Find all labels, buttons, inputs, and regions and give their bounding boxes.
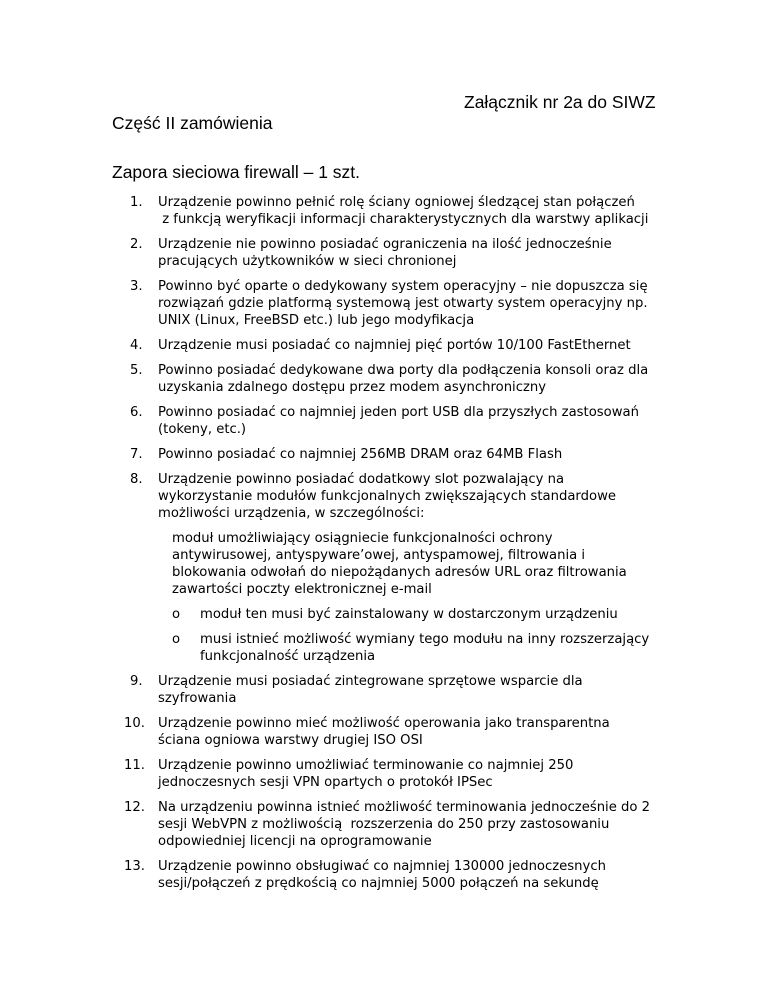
requirement-item xyxy=(130,194,670,228)
requirement-item xyxy=(130,236,670,270)
module-description-line: blokowania odwołań do niepożądanych adresów URL oraz filtrowania xyxy=(172,565,627,580)
requirement-number: 9. xyxy=(130,674,143,689)
requirement-line: Urządzenie musi posiadać co najmniej pięć portów 10/100 FastEthernet xyxy=(158,338,631,353)
requirement-item xyxy=(124,858,670,892)
annex-label: Załącznik nr 2a do SIWZ xyxy=(464,92,656,112)
requirement-line: uzyskania zdalnego dostępu przez modem asynchroniczny xyxy=(158,380,547,395)
requirement-text xyxy=(158,471,670,522)
requirement-number: 1. xyxy=(130,195,143,210)
requirement-number: 3. xyxy=(130,279,143,294)
section-heading: Zapora sieciowa firewall – 1 szt. xyxy=(112,162,361,182)
bullet-marker: o xyxy=(172,607,181,622)
requirement-line: odpowiedniej licencji na oprogramowanie xyxy=(158,834,432,849)
requirement-item xyxy=(124,715,670,749)
requirement-number: 8. xyxy=(130,472,143,487)
requirement-text xyxy=(158,362,670,396)
requirement-line: możliwości urządzenia, w szczególności: xyxy=(158,506,425,521)
requirement-line: UNIX (Linux, FreeBSD etc.) lub jego modyfikacja xyxy=(158,313,475,328)
requirement-number: 5. xyxy=(130,363,143,378)
requirement-text xyxy=(158,337,670,354)
requirement-item xyxy=(130,337,670,354)
requirement-line: Urządzenie powinno mieć możliwość operowania jako transparentna xyxy=(158,716,610,731)
module-bullet-item xyxy=(172,631,670,665)
requirement-line: (tokeny, etc.) xyxy=(158,422,247,437)
requirement-line: ściana ogniowa warstwy drugiej ISO OSI xyxy=(158,733,423,748)
bullet-line: musi istnieć możliwość wymiany tego modułu na inny rozszerzający xyxy=(200,632,650,647)
requirement-line: rozwiązań gdzie platformą systemową jest otwarty system operacyjny np. xyxy=(158,296,648,311)
requirement-line: z funkcją weryfikacji informacji charakterystycznych dla warstwy aplikacji xyxy=(158,212,649,227)
requirement-text xyxy=(158,446,670,463)
requirement-number: 4. xyxy=(130,338,143,353)
module-bullet-item xyxy=(172,606,670,623)
requirement-line: Powinno posiadać co najmniej 256MB DRAM oraz 64MB Flash xyxy=(158,447,563,462)
module-description-line: zawartości poczty elektronicznej e-mail xyxy=(172,582,432,597)
requirement-line: sesji WebVPN z możliwością rozszerzenia do 250 przy zastosowaniu xyxy=(158,817,610,832)
bullet-line: funkcjonalność urządzenia xyxy=(200,649,376,664)
requirement-text xyxy=(158,715,670,749)
requirement-text xyxy=(158,673,670,707)
requirement-text xyxy=(158,236,670,270)
requirement-text xyxy=(158,194,670,228)
requirement-number: 11. xyxy=(124,758,145,773)
requirement-number: 13. xyxy=(124,859,145,874)
module-bullet-list xyxy=(172,606,670,665)
requirement-line: Powinno posiadać dedykowane dwa porty dla podłączenia konsoli oraz dla xyxy=(158,363,649,378)
requirement-text xyxy=(158,278,670,329)
requirement-text xyxy=(158,858,670,892)
requirement-text xyxy=(158,757,670,791)
requirement-line: szyfrowania xyxy=(158,691,237,706)
requirement-line: Urządzenie powinno umożliwiać terminowanie co najmniej 250 xyxy=(158,758,574,773)
requirement-item xyxy=(130,471,670,665)
requirement-item xyxy=(130,278,670,329)
order-part-label: Część II zamówienia xyxy=(112,113,273,133)
requirement-line: sesji/połączeń z prędkością co najmniej 5000 połączeń na sekundę xyxy=(158,876,599,891)
requirement-line: Powinno być oparte o dedykowany system operacyjny – nie dopuszcza się xyxy=(158,279,648,294)
requirement-line: wykorzystanie modułów funkcjonalnych zwiększających standardowe xyxy=(158,489,616,504)
requirement-line: Urządzenie powinno pełnić rolę ściany ogniowej śledzącej stan połączeń xyxy=(158,195,635,210)
requirement-line: pracujących użytkowników w sieci chronionej xyxy=(158,254,457,269)
module-description-line: moduł umożliwiający osiągniecie funkcjonalności ochrony xyxy=(172,531,553,546)
requirements-list xyxy=(124,194,670,900)
requirement-item xyxy=(130,362,670,396)
requirement-line: Na urządzeniu powinna istnieć możliwość terminowania jednocześnie do 2 xyxy=(158,800,651,815)
requirement-item xyxy=(124,799,670,850)
module-requirements xyxy=(172,530,670,665)
module-description xyxy=(172,530,670,598)
requirement-line: jednoczesnych sesji VPN opartych o protokół IPSec xyxy=(158,775,493,790)
requirement-item xyxy=(130,673,670,707)
requirement-number: 12. xyxy=(124,800,145,815)
module-description-line: antywirusowej, antyspyware’owej, antyspamowej, filtrowania i xyxy=(172,548,586,563)
requirement-line: Urządzenie powinno obsługiwać co najmniej 130000 jednoczesnych xyxy=(158,859,606,874)
bullet-line: moduł ten musi być zainstalowany w dostarczonym urządzeniu xyxy=(200,607,618,622)
requirement-number: 10. xyxy=(124,716,145,731)
requirement-line: Urządzenie musi posiadać zintegrowane sprzętowe wsparcie dla xyxy=(158,674,583,689)
requirement-text xyxy=(158,404,670,438)
requirement-number: 6. xyxy=(130,405,143,420)
requirement-item xyxy=(130,446,670,463)
requirement-number: 7. xyxy=(130,447,143,462)
requirement-line: Powinno posiadać co najmniej jeden port USB dla przyszłych zastosowań xyxy=(158,405,639,420)
requirement-item xyxy=(124,757,670,791)
bullet-marker: o xyxy=(172,632,181,647)
requirement-line: Urządzenie powinno posiadać dodatkowy slot pozwalający na xyxy=(158,472,565,487)
requirement-item xyxy=(130,404,670,438)
requirement-number: 2. xyxy=(130,237,143,252)
requirement-line: Urządzenie nie powinno posiadać ograniczenia na ilość jednocześnie xyxy=(158,237,612,252)
requirement-text xyxy=(158,799,670,850)
